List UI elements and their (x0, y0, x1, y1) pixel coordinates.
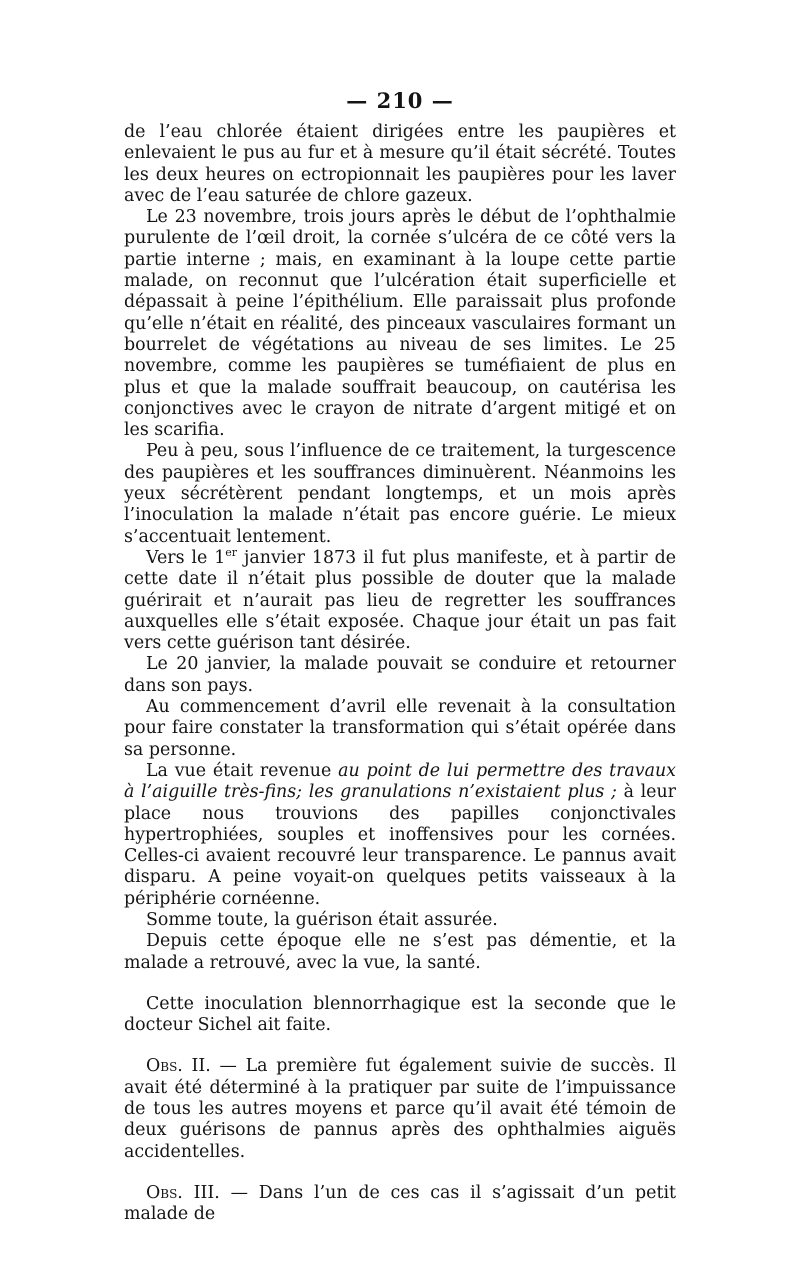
text-run: — La première fut également suivie de succès. Il avait été déterminé à la pratiquer par suite de l’impuissance de tous les autres moyens et parce qu’il avait été témoin de deux guérisons de pannus après des ophthalmies aiguës accidentelles. (124, 1056, 677, 1162)
italic-text: au point de lui permettre des travaux à l’aiguille très-fins; les granulations n’existaient plus ; (124, 760, 676, 803)
paragraph: Depuis cette époque elle ne s’est pas démentie, et la malade a retrouvé, avec la vue, la santé. (124, 931, 676, 973)
text-run: La vue était revenue (146, 760, 339, 781)
observation-paragraph (124, 1183, 676, 1226)
superscript: er (225, 546, 238, 560)
text-run: janvier 1873 il fut plus manifeste, et à partir de cette date il n’était plus possible de douter que la malade guérirait et n’aurait pas lieu de regretter les souffrances auxquelles elle s’était exposée. Chaque jour était un pas fait vers cette guérison tant désirée. (124, 547, 677, 654)
paragraph: Au commencement d’avril elle revenait à la consultation pour faire constater la transformation qui s’était opérée dans sa personne. (124, 697, 676, 760)
paragraph: Peu à peu, sous l’influence de ce traitement, la turgescence des paupières et les souffrances diminuèrent. Néanmoins les yeux sécrétèrent pendant longtemps, et un mois après l’inoculation la malade n’était pas encore guérie. Le mieux s’accentuait lentement. (124, 441, 676, 547)
paragraph: Le 23 novembre, trois jours après le début de l’ophthalmie purulente de l’œil droit, la cornée s’ulcéra de ce côté vers la partie interne ; mais, en examinant à la loupe cette partie malade, on reconnut que l’ulcération était superficielle et dépassait à peine l’épithélium. Elle paraissait plus profonde qu’elle n’était en réalité, des pinceaux vasculaires formant un bourrelet de végétations au niveau de ses limites. Le 25 novembre, comme les paupières se tuméfiaient de plus en plus et que la malade souffrait beaucoup, on cautérisa les conjonctives avec le crayon de nitrate d’argent mitigé et on les scarifia. (124, 207, 676, 441)
paragraph: de l’eau chlorée étaient dirigées entre les paupières et enlevaient le pus au fur et à mesure qu’il était sécrété. Toutes les deux heures on ectropionnait les paupières pour les laver avec de l’eau saturée de chlore gazeux. (124, 122, 676, 206)
paragraph (124, 548, 676, 654)
page-number: — 210 — (346, 88, 454, 113)
text-run: — Dans l’un de ces cas il s’agissait d’un petit malade de (124, 1182, 676, 1225)
paragraph: Somme toute, la guérison était assurée. (146, 909, 498, 930)
body-text (124, 122, 676, 1226)
paragraph: Le 20 janvier, la malade pouvait se conduire et retourner dans son pays. (124, 654, 676, 696)
observation-label: Obs. II. (146, 1056, 211, 1077)
paragraph (124, 761, 676, 910)
observation-paragraph (124, 1056, 676, 1162)
paragraph: Cette inoculation blennorrhagique est la seconde que le docteur Sichel ait faite. (124, 993, 676, 1036)
text-run: Vers le 1 (146, 547, 226, 568)
text-run: à leur place nous trouvions des papilles conjonctivales hypertrophiées, souples et inoffensives pour les cornées. Celles-ci avaient recouvré leur transparence. Le pannus avait disparu. A peine voyait-on quelques petits vaisseaux à la périphérie cornéenne. (124, 782, 676, 909)
observation-label: Obs. III. (146, 1182, 220, 1203)
